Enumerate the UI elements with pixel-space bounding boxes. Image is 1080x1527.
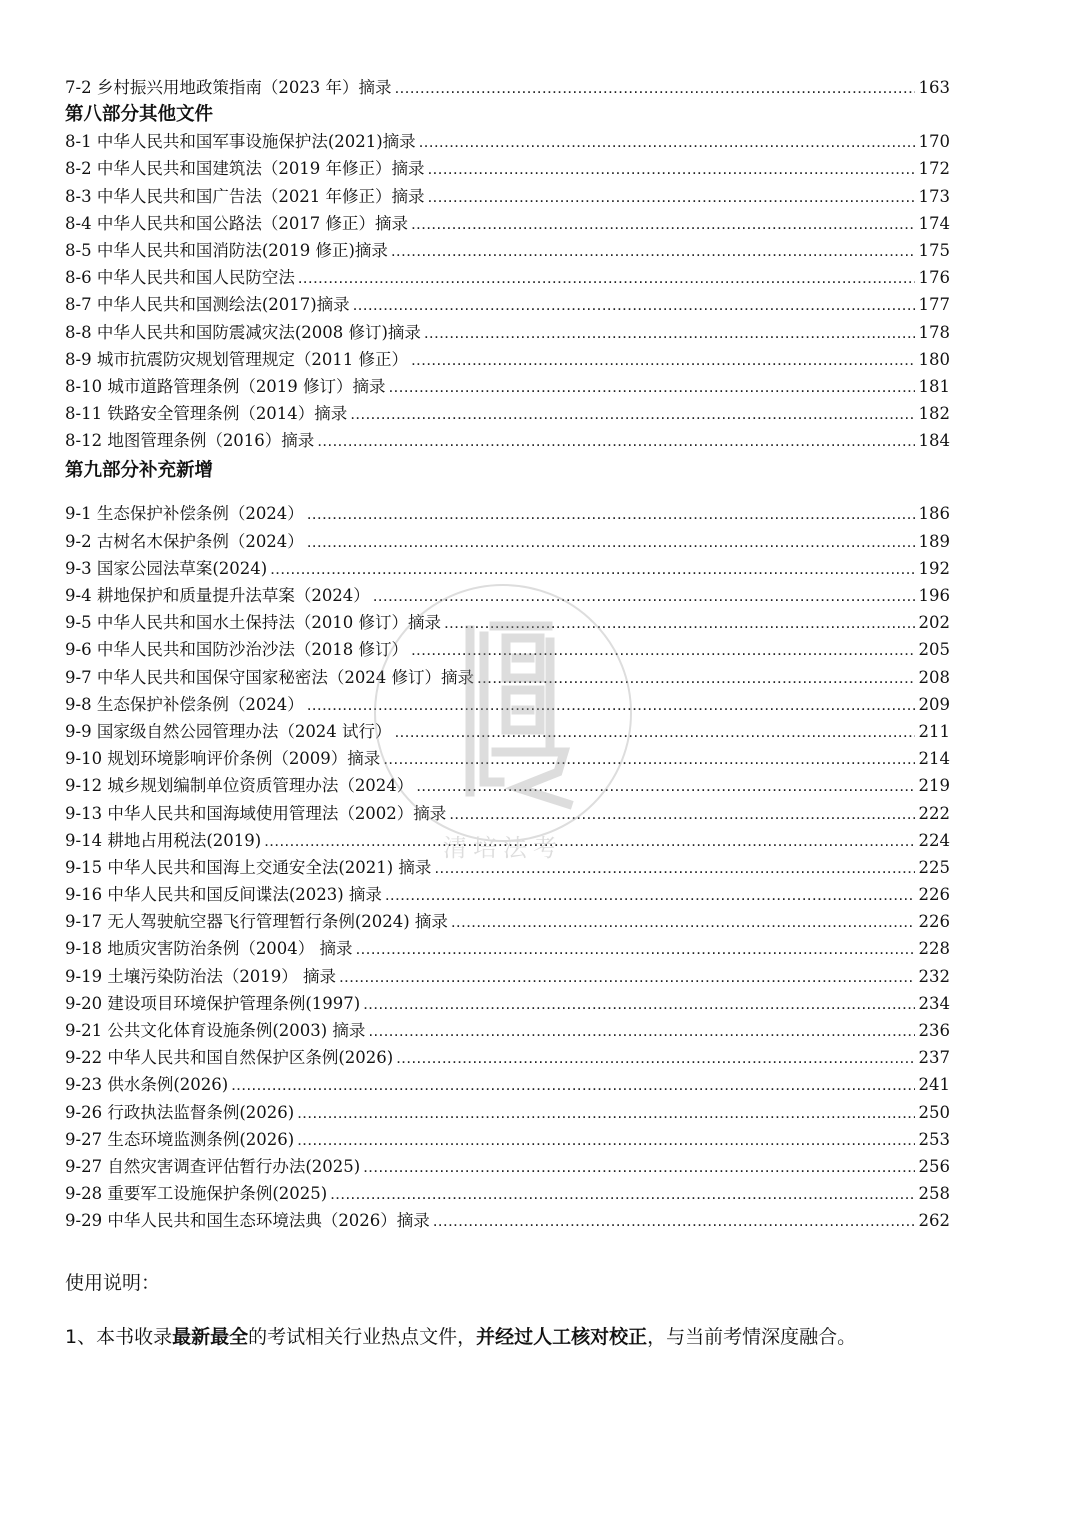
dot-leader (356, 936, 915, 962)
toc-entry-title: 9-29 中华人民共和国生态环境法典（2026）摘录 (65, 1211, 430, 1231)
toc-entry-title: 9-9 国家级自然公园管理办法（2024 试行） (65, 721, 392, 741)
toc-entry[interactable] (65, 373, 950, 400)
toc-entry-page: 181 (918, 376, 950, 396)
toc-entry-title: 8-6 中华人民共和国人民防空法 (65, 268, 295, 288)
toc-entry-page: 258 (918, 1184, 950, 1204)
toc-entry-title: 8-10 城市道路管理条例（2019 修订）摘录 (65, 376, 386, 396)
toc-entry-title: 9-15 中华人民共和国海上交通安全法(2021) 摘录 (65, 857, 432, 877)
toc-entry[interactable] (65, 881, 950, 908)
toc-entry[interactable] (65, 210, 950, 237)
usage-title: 使用说明： (65, 1272, 161, 1294)
dot-leader (416, 773, 914, 799)
toc-entry-page: 189 (918, 531, 950, 551)
toc-entry[interactable] (65, 1207, 950, 1234)
toc-entry[interactable] (65, 264, 950, 291)
dot-leader (428, 156, 915, 182)
dot-leader (411, 347, 914, 373)
toc-entry-page: 178 (918, 322, 950, 342)
toc-entry[interactable] (65, 555, 950, 582)
toc-entry-page: 205 (918, 640, 950, 660)
toc-entry[interactable] (65, 664, 950, 691)
toc-entry-page: 172 (918, 159, 950, 179)
toc-entry-title: 8-2 中华人民共和国建筑法（2019 年修正）摘录 (65, 159, 425, 179)
toc-entry-title: 9-28 重要军工设施保护条例(2025) (65, 1184, 328, 1204)
toc-entry-page: 236 (918, 1021, 950, 1040)
toc-entry-title: 9-23 供水条例(2026) (65, 1075, 229, 1095)
dot-leader (395, 719, 915, 745)
dot-leader (383, 746, 914, 772)
toc-entry-title: 9-22 中华人民共和国自然保护区条例(2026) (65, 1048, 394, 1068)
toc-entry[interactable] (65, 800, 950, 827)
toc-entry-title: 8-8 中华人民共和国防震减灾法(2008 修订)摘录 (65, 322, 421, 342)
toc-entry-title: 8-4 中华人民共和国公路法（2017 修正）摘录 (65, 213, 409, 233)
toc-entry-page: 253 (918, 1129, 950, 1149)
dot-leader (297, 1127, 914, 1153)
toc-entry[interactable] (65, 908, 950, 935)
toc-entry-title: 9-2 古树名木保护条例（2024） (65, 531, 304, 551)
dot-leader (307, 692, 915, 718)
dot-leader (307, 501, 915, 527)
toc-entry-title: 9-20 建设项目环境保护管理条例(1997) (65, 993, 361, 1013)
dot-leader (395, 75, 915, 101)
dot-leader (353, 292, 915, 318)
toc-entry[interactable] (65, 990, 950, 1017)
toc-entry[interactable] (65, 1099, 950, 1126)
dot-leader (424, 320, 915, 346)
dot-leader (444, 610, 914, 636)
part-heading: 第八部分其他文件 (65, 104, 214, 126)
dot-leader (477, 665, 914, 691)
toc-entry[interactable] (65, 74, 950, 101)
toc-entry[interactable] (65, 346, 950, 373)
usage-text-part: ，与当前考情深度融合。 (647, 1326, 857, 1348)
toc-entry[interactable] (65, 319, 950, 346)
toc-entry[interactable] (65, 427, 950, 454)
toc-entry-title: 9-13 中华人民共和国海域使用管理法（2002）摘录 (65, 803, 447, 823)
toc-entry-title: 9-16 中华人民共和国反间谍法(2023) 摘录 (65, 885, 382, 905)
toc-entry-page: 184 (918, 431, 950, 451)
toc-entry[interactable] (65, 1126, 950, 1153)
toc-entry-title: 9-21 公共文化体育设施条例(2003) 摘录 (65, 1021, 366, 1040)
usage-text-bold: 最新最全 (172, 1326, 249, 1348)
toc-entry-title: 8-5 中华人民共和国消防法(2019 修正)摘录 (65, 240, 388, 260)
toc-entry-page: 186 (918, 504, 950, 524)
dot-leader (368, 1018, 914, 1044)
toc-entry[interactable] (65, 854, 950, 881)
dot-leader (385, 882, 915, 908)
toc-entry-page: 163 (918, 78, 950, 97)
toc-entry[interactable] (65, 935, 950, 962)
dot-leader (350, 401, 914, 427)
toc-entry-title: 9-8 生态保护补偿条例（2024） (65, 694, 304, 714)
dot-leader (449, 801, 914, 827)
usage-text-part: 的考试相关行业热点文件， (248, 1326, 477, 1348)
dot-leader (307, 529, 915, 555)
toc-entry-page: 222 (918, 803, 950, 823)
toc-entry-title: 8-7 中华人民共和国测绘法(2017)摘录 (65, 295, 350, 315)
toc-entry-page: 208 (918, 667, 950, 687)
toc-entry[interactable] (65, 1153, 950, 1180)
dot-leader (330, 1181, 914, 1207)
dot-leader (434, 855, 914, 881)
toc-entry-title: 9-26 行政执法监督条例(2026) (65, 1102, 295, 1122)
toc-entry-page: 256 (918, 1156, 950, 1176)
toc-entry-title: 9-17 无人驾驶航空器飞行管理暂行条例(2024) 摘录 (65, 912, 448, 932)
toc-entry-title: 9-6 中华人民共和国防沙治沙法（2018 修订） (65, 640, 409, 660)
toc-entry-title: 9-27 自然灾害调查评估暂行办法(2025) (65, 1156, 361, 1176)
toc-entry[interactable] (65, 827, 950, 854)
toc-entry[interactable] (65, 528, 950, 555)
dot-leader (428, 184, 915, 210)
dot-leader (270, 556, 914, 582)
toc-entry-page: 182 (918, 404, 950, 424)
toc-entry-title: 9-7 中华人民共和国保守国家秘密法（2024 修订）摘录 (65, 667, 475, 687)
part-heading: 第九部分补充新增 (65, 460, 214, 482)
dot-leader (363, 1154, 914, 1180)
toc-entry-page: 237 (918, 1048, 950, 1068)
toc-entry-title: 8-1 中华人民共和国军事设施保护法(2021)摘录 (65, 132, 416, 152)
toc-entry-page: 177 (918, 295, 950, 315)
toc-entry-page: 173 (918, 186, 950, 206)
toc-entry[interactable] (65, 691, 950, 718)
dot-leader (411, 211, 914, 237)
toc-entry-page: 226 (918, 885, 950, 905)
toc-entry-title: 9-5 中华人民共和国水土保持法（2010 修订）摘录 (65, 613, 442, 633)
toc-entry-title: 9-18 地质灾害防治条例（2004） 摘录 (65, 939, 353, 959)
toc-entry-page: 202 (918, 613, 950, 633)
dot-leader (231, 1072, 914, 1098)
toc-entry-page: 174 (918, 213, 950, 233)
toc-entry-title: 8-9 城市抗震防灾规划管理规定（2011 修正） (65, 349, 409, 369)
toc-entry-page: 170 (918, 132, 950, 152)
toc-entry-title: 8-3 中华人民共和国广告法（2021 年修正）摘录 (65, 186, 425, 206)
toc-entry-title: 8-11 铁路安全管理条例（2014）摘录 (65, 404, 348, 424)
toc-entry-page: 180 (918, 349, 950, 369)
dot-leader (317, 428, 914, 454)
dot-leader (451, 909, 915, 935)
toc-entry[interactable] (65, 400, 950, 427)
dot-leader (339, 964, 914, 990)
toc-entry-title: 9-19 土壤污染防治法（2019） 摘录 (65, 966, 337, 986)
toc-entry[interactable] (65, 237, 950, 264)
dot-leader (419, 129, 915, 155)
dot-leader (363, 991, 914, 1017)
table-of-contents (65, 74, 950, 1235)
dot-leader (389, 374, 915, 400)
toc-entry-page: 224 (918, 830, 950, 850)
toc-entry-page: 219 (918, 776, 950, 796)
usage-paragraph (65, 1322, 1055, 1349)
usage-text-bold: 并经过人工核对校正 (476, 1326, 648, 1348)
toc-entry-title: 9-12 城乡规划编制单位资质管理办法（2024） (65, 776, 414, 796)
toc-entry[interactable] (65, 155, 950, 182)
toc-entry[interactable] (65, 718, 950, 745)
toc-entry-page: 262 (918, 1211, 950, 1231)
dot-leader (433, 1208, 915, 1234)
toc-entry-page: 196 (918, 586, 950, 605)
toc-entry-page: 226 (918, 912, 950, 932)
toc-entry-title: 9-14 耕地占用税法(2019) (65, 830, 262, 850)
toc-entry-page: 176 (918, 268, 950, 288)
toc-entry-page: 211 (918, 721, 950, 741)
toc-entry[interactable] (65, 772, 950, 799)
toc-entry[interactable] (65, 183, 950, 210)
toc-entry-page: 241 (918, 1075, 950, 1095)
toc-entry[interactable] (65, 582, 950, 609)
toc-entry-page: 214 (918, 749, 950, 769)
watermark-text: 清培法考 (443, 834, 563, 862)
toc-entry[interactable] (65, 636, 950, 663)
toc-entry[interactable] (65, 291, 950, 318)
toc-entry[interactable] (65, 1044, 950, 1071)
dot-leader (391, 238, 915, 264)
toc-entry-title: 9-10 规划环境影响评价条例（2009）摘录 (65, 749, 381, 769)
toc-entry-title: 9-4 耕地保护和质量提升法草案（2024） (65, 586, 370, 605)
dot-leader (373, 583, 915, 609)
toc-entry[interactable] (65, 609, 950, 636)
dot-leader (264, 828, 914, 854)
toc-entry[interactable] (65, 1180, 950, 1207)
toc-entry-page: 192 (918, 558, 950, 578)
dot-leader (411, 637, 914, 663)
toc-entry-page: 232 (918, 966, 950, 986)
toc-entry[interactable] (65, 128, 950, 155)
toc-entry[interactable] (65, 1071, 950, 1098)
toc-entry[interactable] (65, 1017, 950, 1044)
usage-text-part: 1、本书收录 (65, 1326, 173, 1348)
toc-entry-page: 228 (918, 939, 950, 959)
toc-entry[interactable] (65, 745, 950, 772)
toc-entry-page: 225 (918, 857, 950, 877)
toc-entry-title: 9-27 生态环境监测条例(2026) (65, 1129, 295, 1149)
toc-entry-page: 209 (918, 694, 950, 714)
toc-entry-page: 175 (918, 240, 950, 260)
toc-entry[interactable] (65, 963, 950, 990)
toc-entry-page: 250 (918, 1102, 950, 1122)
toc-entry-title: 9-1 生态保护补偿条例（2024） (65, 504, 304, 524)
toc-entry[interactable] (65, 500, 950, 527)
dot-leader (298, 265, 915, 291)
toc-entry-title: 8-12 地图管理条例（2016）摘录 (65, 431, 315, 451)
toc-entry-title: 7-2 乡村振兴用地政策指南（2023 年）摘录 (65, 78, 392, 97)
dot-leader (396, 1045, 914, 1071)
toc-entry-page: 234 (918, 993, 950, 1013)
dot-leader (297, 1100, 914, 1126)
toc-entry-title: 9-3 国家公园法草案(2024) (65, 558, 268, 578)
